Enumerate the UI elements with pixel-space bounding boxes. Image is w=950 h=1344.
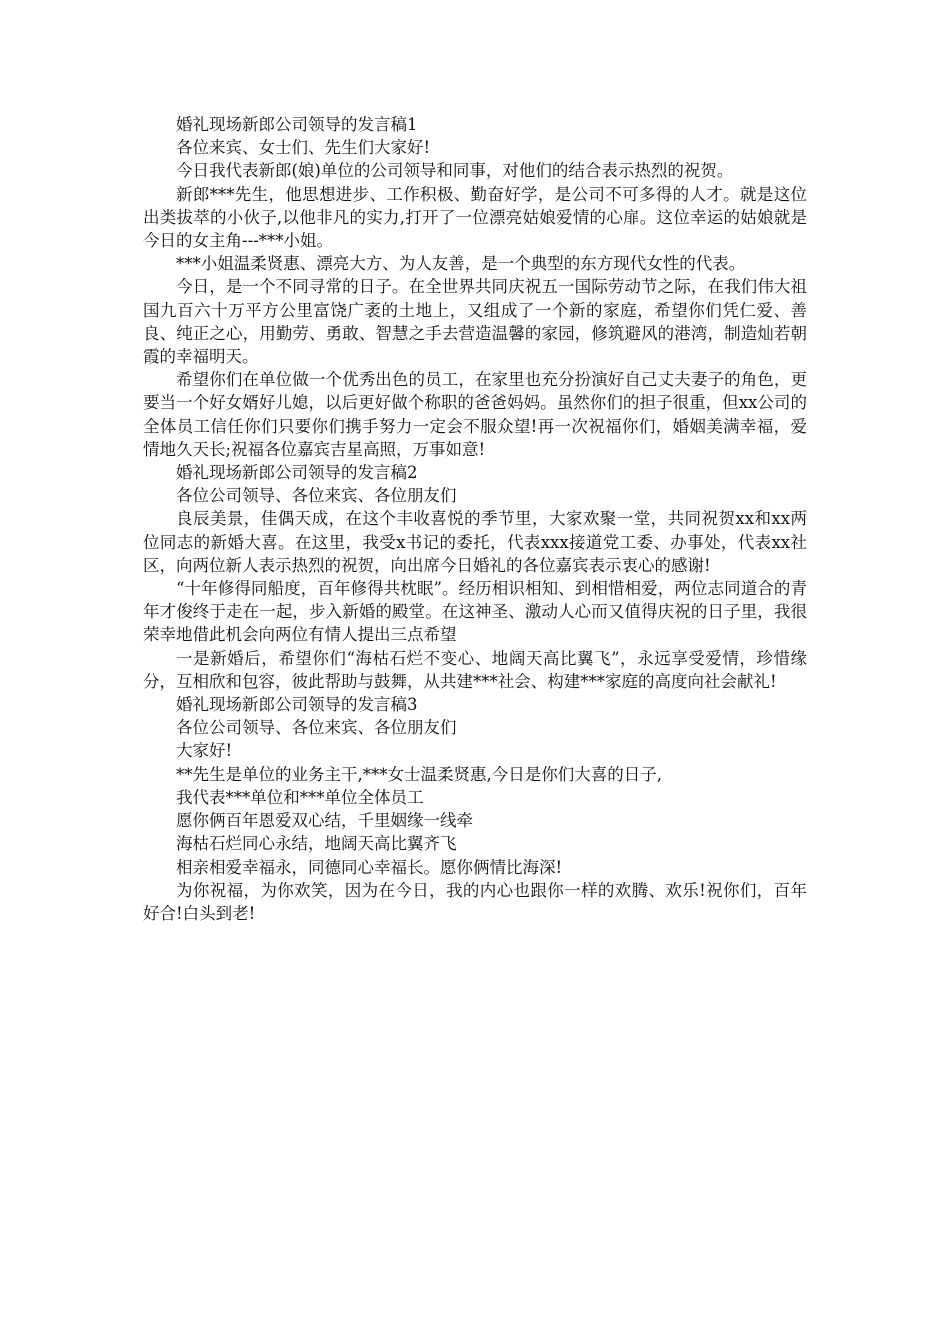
paragraph: 大家好! bbox=[176, 741, 233, 761]
paragraph-greeting-3: 各位公司领导、各位来宾、各位朋友们 bbox=[176, 718, 457, 738]
paragraph: 今日，是一个不同寻常的日子。在全世界共同庆祝五一国际劳动节之际，在我们伟大祖国九百六十万平方公里富饶广袤的土地上，又组成了一个新的家庭，希望你们凭仁爱、善良、纯正之心，用勤劳、勇敢、智慧之手去营造温馨的家园，修筑避风的港湾，制造灿若朝霞的幸福明天。 bbox=[143, 277, 807, 367]
document-page bbox=[143, 113, 807, 925]
paragraph: 一是新婚后，希望你们“海枯石烂不变心、地阔天高比翼飞”，永远享受爱情，珍惜缘分，互相欣和包容，彼此帮助与鼓舞，从共建***社会、构建***家庭的高度向社会献礼! bbox=[143, 648, 807, 691]
paragraph: 我代表***单位和***单位全体员工 bbox=[176, 787, 424, 807]
title-speech-1: 婚礼现场新郎公司领导的发言稿1 bbox=[176, 115, 418, 134]
paragraph: 愿你俩百年恩爱双心结，千里姻缘一线牵 bbox=[176, 811, 473, 831]
paragraph: ***小姐温柔贤惠、漂亮大方、为人友善，是一个典型的东方现代女性的代表。 bbox=[176, 254, 746, 274]
paragraph: 今日我代表新郎(娘)单位的公司领导和同事，对他们的结合表示热烈的祝贺。 bbox=[176, 161, 734, 181]
paragraph: 良辰美景，佳偶天成，在这个丰收喜悦的季节里，大家欢聚一堂，共同祝贺xx和xx两位同志的新婚大喜。在这里，我受x书记的委托，代表xxx接道党工委、办事处，代表xx社区，向两位新人表示热烈的祝贺，向出席今日婚礼的各位嘉宾表示衷心的感谢! bbox=[143, 509, 807, 575]
paragraph-greeting-1: 各位来宾、女士们、先生们大家好! bbox=[176, 138, 431, 158]
paragraph: 新郎***先生，他思想进步、工作积极、勤奋好学，是公司不可多得的人才。就是这位出类拔萃的小伙子,以他非凡的实力,打开了一位漂亮姑娘爱情的心扉。这位幸运的姑娘就是今日的女主角---***小姐。 bbox=[143, 184, 807, 251]
paragraph-greeting-2: 各位公司领导、各位来宾、各位朋友们 bbox=[176, 486, 457, 506]
paragraph: 相亲相爱幸福永，同德同心幸福长。愿你俩情比海深! bbox=[176, 857, 563, 877]
paragraph: “十年修得同船度，百年修得共枕眠”。经历相识相知、到相惜相爱，两位志同道合的青年才俊终于走在一起，步入新婚的殿堂。在这神圣、激动人心而又值得庆祝的日子里，我很荣幸地借此机会向两位有情人提出三点希望 bbox=[143, 579, 807, 645]
paragraph: 希望你们在单位做一个优秀出色的员工，在家里也充分扮演好自己丈夫妻子的角色，更要当一个好女婿好儿媳，以后更好做个称职的爸爸妈妈。虽然你们的担子很重，但xx公司的全体员工信任你们只要你们携手努力一定会不服众望!再一次祝福你们，婚姻美满幸福，爱情地久天长;祝福各位嘉宾吉星高照，万事如意! bbox=[143, 370, 807, 459]
paragraph: **先生是单位的业务主干,***女士温柔贤惠,今日是你们大喜的日子, bbox=[176, 764, 662, 784]
paragraph: 海枯石烂同心永结，地阔天高比翼齐飞 bbox=[176, 834, 457, 854]
paragraph: 为你祝福，为你欢笑，因为在今日，我的内心也跟你一样的欢腾、欢乐!祝你们，百年好合!白头到老! bbox=[143, 880, 807, 923]
title-speech-2: 婚礼现场新郎公司领导的发言稿2 bbox=[176, 463, 418, 483]
title-speech-3: 婚礼现场新郎公司领导的发言稿3 bbox=[176, 695, 418, 715]
